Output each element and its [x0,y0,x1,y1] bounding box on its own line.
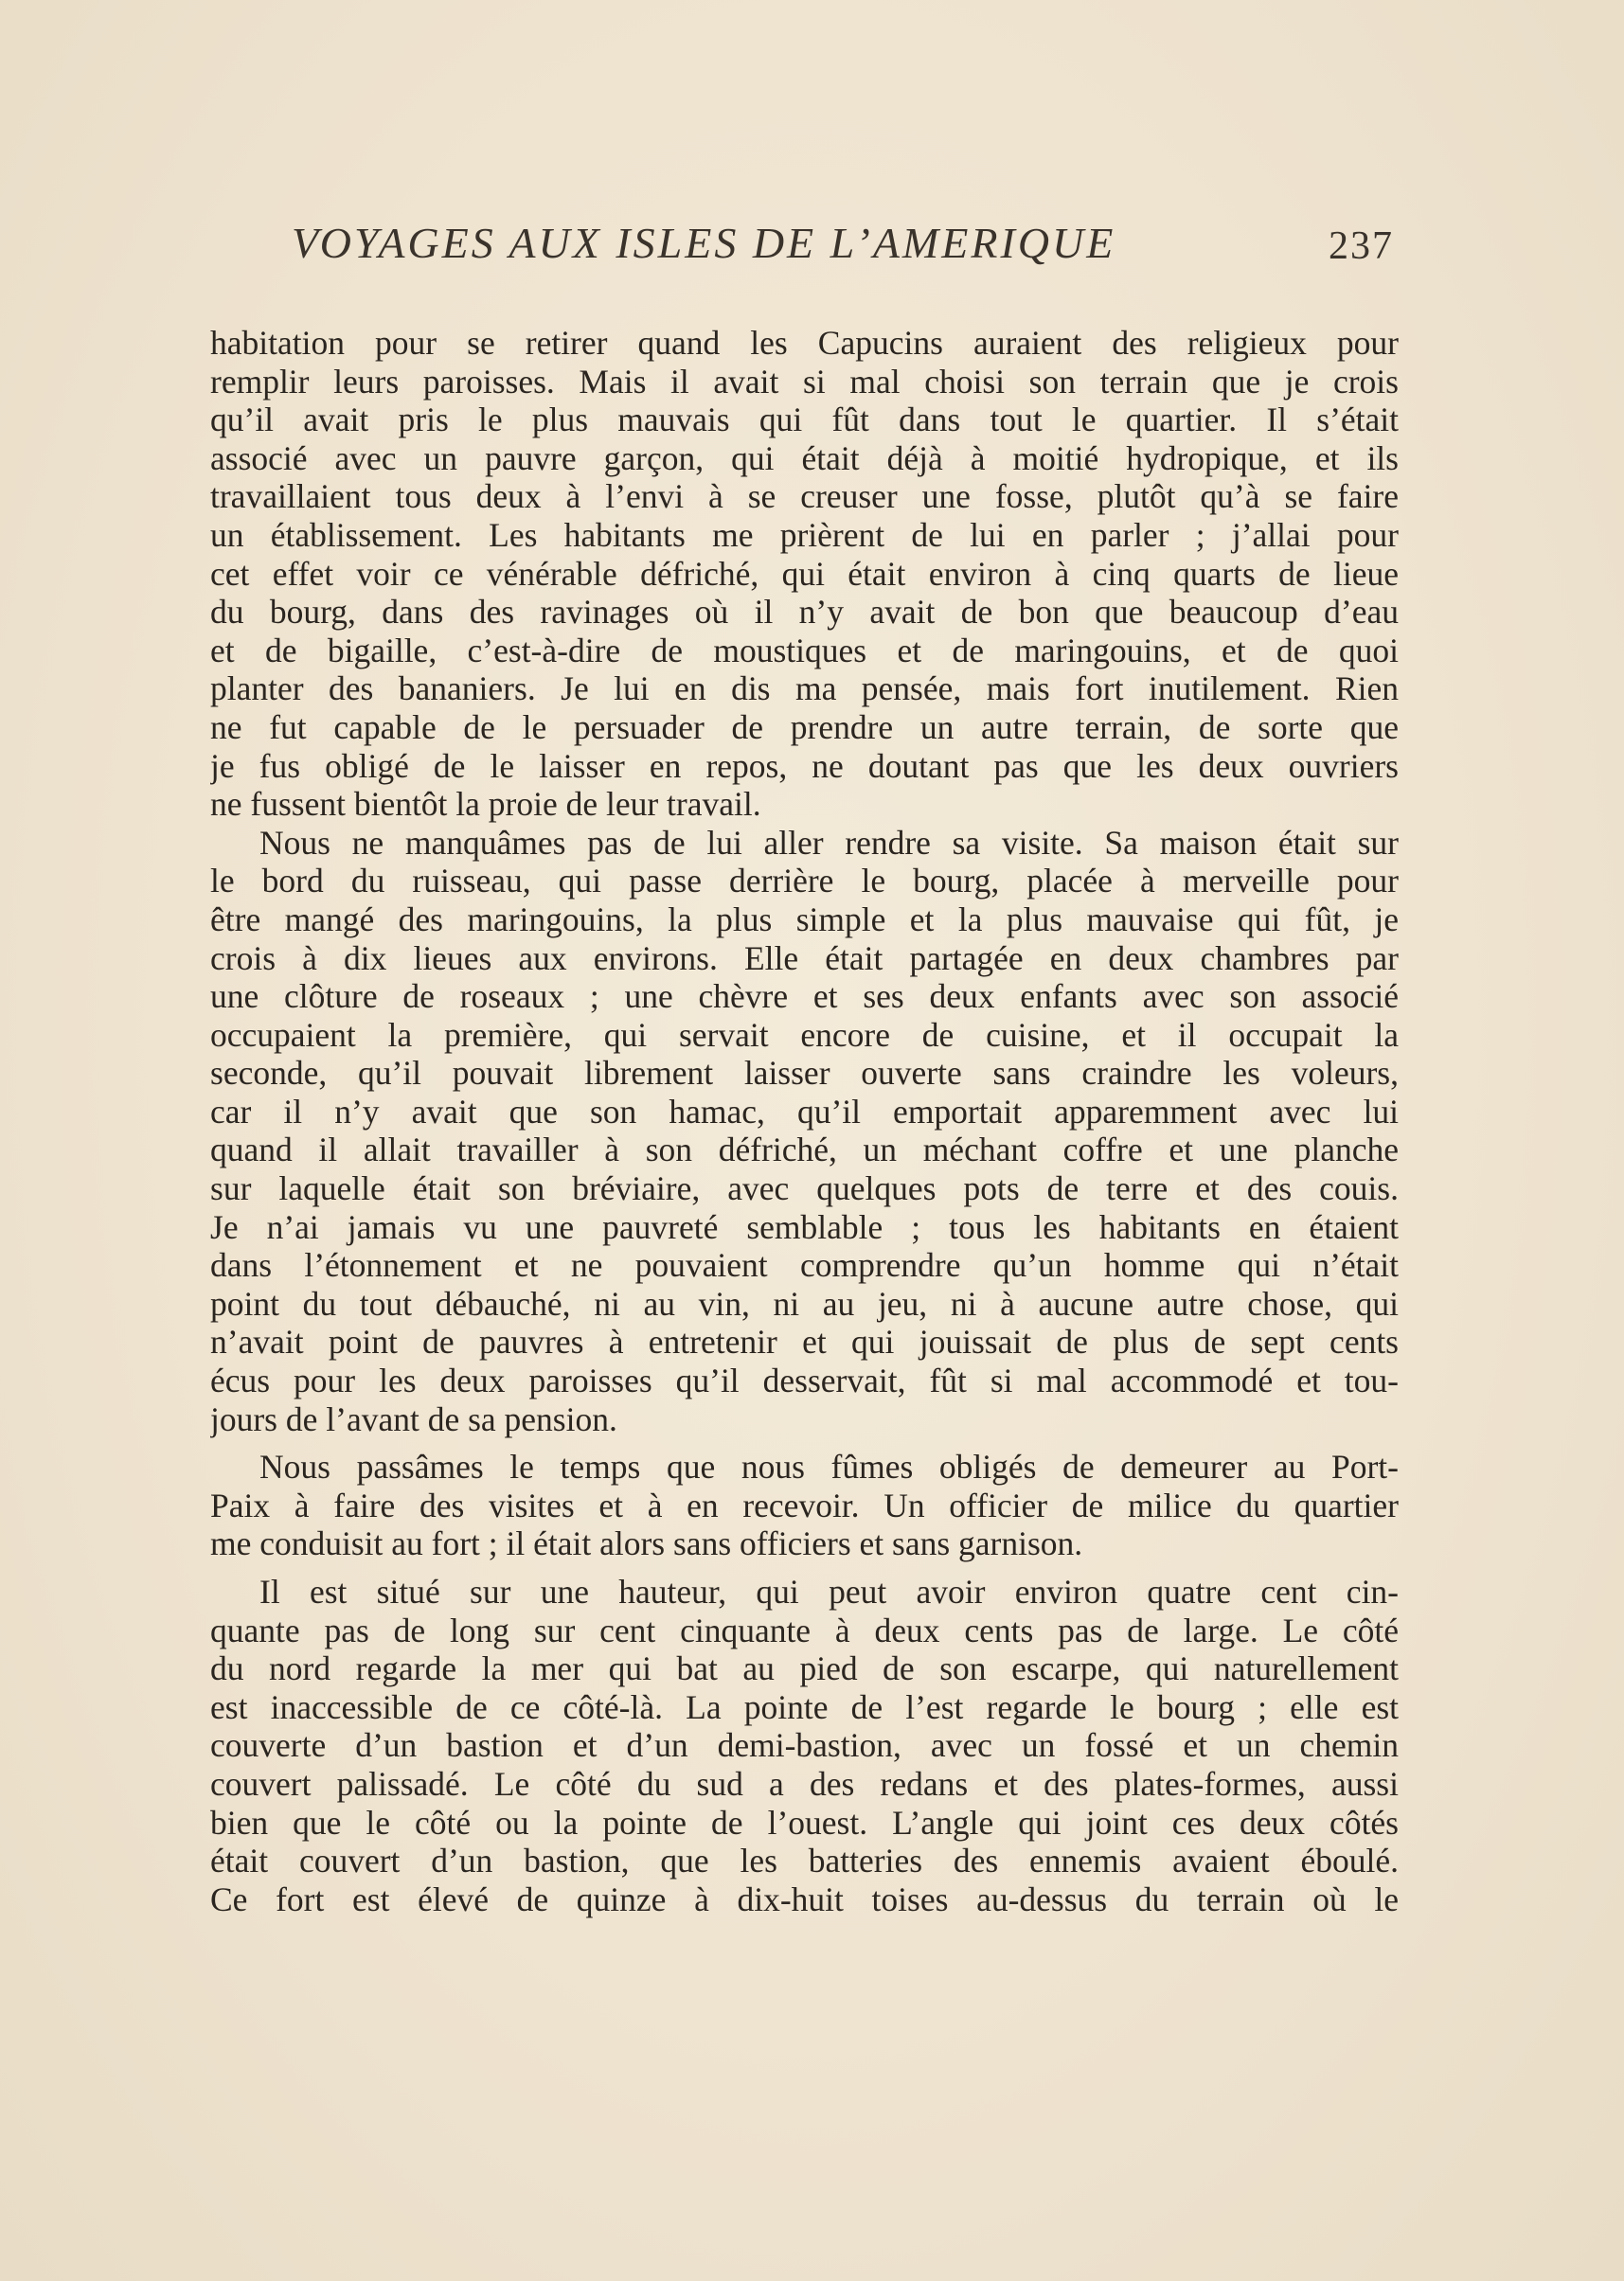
text-line: ne fut capable de le persuader de prendre un autre terrain, de sorte que [210,707,1399,746]
running-title: VOYAGES AUX ISLES DE L’AMERIQUE [292,219,1116,267]
text-line: occupaient la première, qui servait encore de cuisine, et il occupait la [210,1015,1399,1054]
text-line: Il est situé sur une hauteur, qui peut avoir environ quatre cent cin- [259,1573,1399,1611]
text-line: n’avait point de pauvres à entretenir et qui jouissait de plus de sept cents [210,1323,1399,1362]
text-line: seconde, qu’il pouvait librement laisser ouverte sans craindre les voleurs, [210,1054,1399,1093]
text-line: associé avec un pauvre garçon, qui était déjà à moitié hydropique, et ils [210,438,1399,477]
text-line: Ce fort est élevé de quinze à dix-huit toises au-dessus du terrain où le [210,1880,1399,1918]
text-line: du nord regarde la mer qui bat au pied de son escarpe, qui naturellement [210,1649,1399,1688]
text-line: crois à dix lieues aux environs. Elle était partagée en deux chambres par [210,938,1399,977]
text-line: qu’il avait pris le plus mauvais qui fût dans tout le quartier. Il s’était [210,401,1399,439]
text-line: jours de l’avant de sa pension. [210,1399,617,1438]
page-number: 237 [1329,224,1394,268]
text-line: me conduisit au fort ; il était alors sans officiers et sans garnison. [210,1524,1083,1563]
text-line: sur laquelle était son bréviaire, avec quelques pots de terre et des couis. [210,1169,1399,1208]
text-line: planter des bananiers. Je lui en dis ma pensée, mais fort inutilement. Rien [210,669,1399,708]
text-line: je fus obligé de le laisser en repos, ne doutant pas que les deux ouvriers [210,746,1399,785]
text-line: un établissement. Les habitants me prièrent de lui en parler ; j’allai pour [210,515,1399,554]
text-line: être mangé des maringouins, la plus simple et la plus mauvaise qui fût, je [210,900,1399,938]
text-line: Nous passâmes le temps que nous fûmes obligés de demeurer au Port- [259,1448,1399,1487]
text-line: quand il allait travailler à son défriché, un méchant coffre et une planche [210,1131,1399,1169]
text-line: dans l’étonnement et ne pouvaient comprendre qu’un homme qui n’était [210,1246,1399,1285]
text-line: Paix à faire des visites et à en recevoir. Un officier de milice du quartier [210,1486,1399,1524]
text-line: quante pas de long sur cent cinquante à deux cents pas de large. Le côté [210,1611,1399,1649]
text-line: remplir leurs paroisses. Mais il avait si mal choisi son terrain que je crois [210,362,1399,401]
text-line: habitation pour se retirer quand les Capucins auraient des religieux pour [210,324,1399,362]
text-line: cet effet voir ce vénérable défriché, qui était environ à cinq quarts de lieue [210,554,1399,593]
text-line: Je n’ai jamais vu une pauvreté semblable ; tous les habitants en étaient [210,1207,1399,1246]
running-head [210,214,1394,280]
text-line: couvert palissadé. Le côté du sud a des redans et des plates-formes, aussi [210,1764,1399,1803]
text-line: écus pour les deux paroisses qu’il desservait, fût si mal accommodé et tou- [210,1362,1399,1400]
text-line: car il n’y avait que son hamac, qu’il emportait apparemment avec lui [210,1092,1399,1131]
text-line: et de bigaille, c’est-à-dire de moustiques et de maringouins, et de quoi [210,631,1399,669]
text-line: le bord du ruisseau, qui passe derrière le bourg, placée à merveille pour [210,862,1399,900]
text-line: du bourg, dans des ravinages où il n’y avait de bon que beaucoup d’eau [210,593,1399,632]
text-line: bien que le côté ou la pointe de l’ouest. L’angle qui joint ces deux côtés [210,1803,1399,1842]
text-line: est inaccessible de ce côté-là. La pointe de l’est regarde le bourg ; elle est [210,1687,1399,1726]
text-line: ne fussent bientôt la proie de leur travail. [210,785,761,824]
body-text [210,324,1399,1918]
text-line: Nous ne manquâmes pas de lui aller rendre sa visite. Sa maison était sur [259,823,1399,862]
text-line: une clôture de roseaux ; une chèvre et ses deux enfants avec son associé [210,977,1399,1016]
text-line: couverte d’un bastion et d’un demi-bastion, avec un fossé et un chemin [210,1726,1399,1765]
text-line: était couvert d’un bastion, que les batteries des ennemis avaient éboulé. [210,1842,1399,1880]
text-line: travaillaient tous deux à l’envi à se creuser une fosse, plutôt qu’à se faire [210,477,1399,516]
text-line: point du tout débauché, ni au vin, ni au jeu, ni à aucune autre chose, qui [210,1284,1399,1323]
